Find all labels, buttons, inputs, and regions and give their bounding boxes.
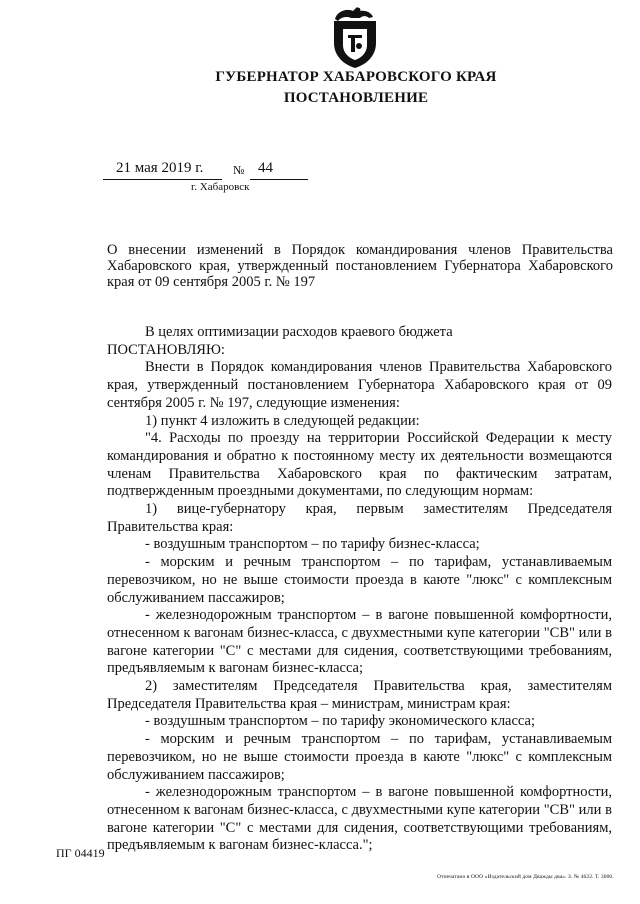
city: г. Хабаровск <box>191 181 250 193</box>
printer-imprint: Отпечатано в ООО «Издательский дом Дважды два». З. № 4622. Т. 3000. <box>437 874 614 880</box>
form-code: ПГ 04419 <box>56 846 105 860</box>
decree-word: ПОСТАНОВЛЯЮ: <box>107 341 225 358</box>
document-subject: О внесении изменений в Порядок командирования членов Правительства Хабаровского края, утвержденный постановлением Губернатора Хабаровского края от 09 сентября 2005 г. № 197 <box>107 242 613 290</box>
date-underline <box>103 179 222 180</box>
body-paragraph: - железнодорожным транспортом – в вагоне повышенной комфортности, отнесенном к вагонам бизнес-класса, с двухместными купе категории "СВ" или в вагоне категории "С" с местами для сидения, соответствующими требованиям, предъявляемым к вагонам бизнес-класса; <box>107 607 612 677</box>
document-date: 21 мая 2019 г. <box>116 160 204 176</box>
body-paragraph: "4. Расходы по проезду на территории Российской Федерации к месту командирования и обратно к постоянному месту их деятельности возмещаются членам Правительства Хабаровского края по фактическим затратам, подтвержденным проездными документами, по следующим нормам: <box>107 430 612 500</box>
body-paragraph: - морским и речным транспортом – по тарифам, устанавливаемым перевозчиком, но не выше стоимости проезда в каюте "люкс" с комплексным обслуживанием пассажиров; <box>107 731 612 783</box>
body-paragraph: - железнодорожным транспортом – в вагоне повышенной комфортности, отнесенном к вагонам бизнес-класса, с двухместными купе категории "СВ" или в вагоне категории "С" с местами для сидения, соответствующими требованиям, предъявляемым к вагонам бизнес-класса."; <box>107 784 612 854</box>
document-number: 44 <box>258 160 273 176</box>
document-type: ПОСТАНОВЛЕНИЕ <box>283 90 429 106</box>
intro-paragraph: В целях оптимизации расходов краевого бюджета <box>145 324 453 340</box>
body-paragraph: 2) заместителям Председателя Правительства края, заместителям Председателя Правительства края – министрам, министрам края: <box>107 678 612 712</box>
coat-of-arms-icon <box>329 5 381 69</box>
authority-title: ГУБЕРНАТОР ХАБАРОВСКОГО КРАЯ <box>215 69 497 85</box>
document-body <box>107 324 612 855</box>
body-paragraph: 1) пункт 4 изложить в следующей редакции: <box>145 412 420 429</box>
body-paragraph: - морским и речным транспортом – по тарифам, устанавливаемым перевозчиком, но не выше стоимости проезда в каюте "люкс" с комплексным обслуживанием пассажиров; <box>107 554 612 606</box>
number-underline <box>250 179 308 180</box>
body-paragraph: - воздушным транспортом – по тарифу бизнес-класса; <box>145 536 480 553</box>
body-paragraph: - воздушным транспортом – по тарифу экономического класса; <box>145 713 535 730</box>
body-paragraph: 1) вице-губернатору края, первым заместителям Председателя Правительства края: <box>107 501 612 535</box>
number-sign: № <box>233 163 245 177</box>
body-paragraph: Внести в Порядок командирования членов Правительства Хабаровского края, утвержденный постановлением Губернатора Хабаровского края от 09 сентября 2005 г. № 197, следующие изменения: <box>107 359 612 411</box>
